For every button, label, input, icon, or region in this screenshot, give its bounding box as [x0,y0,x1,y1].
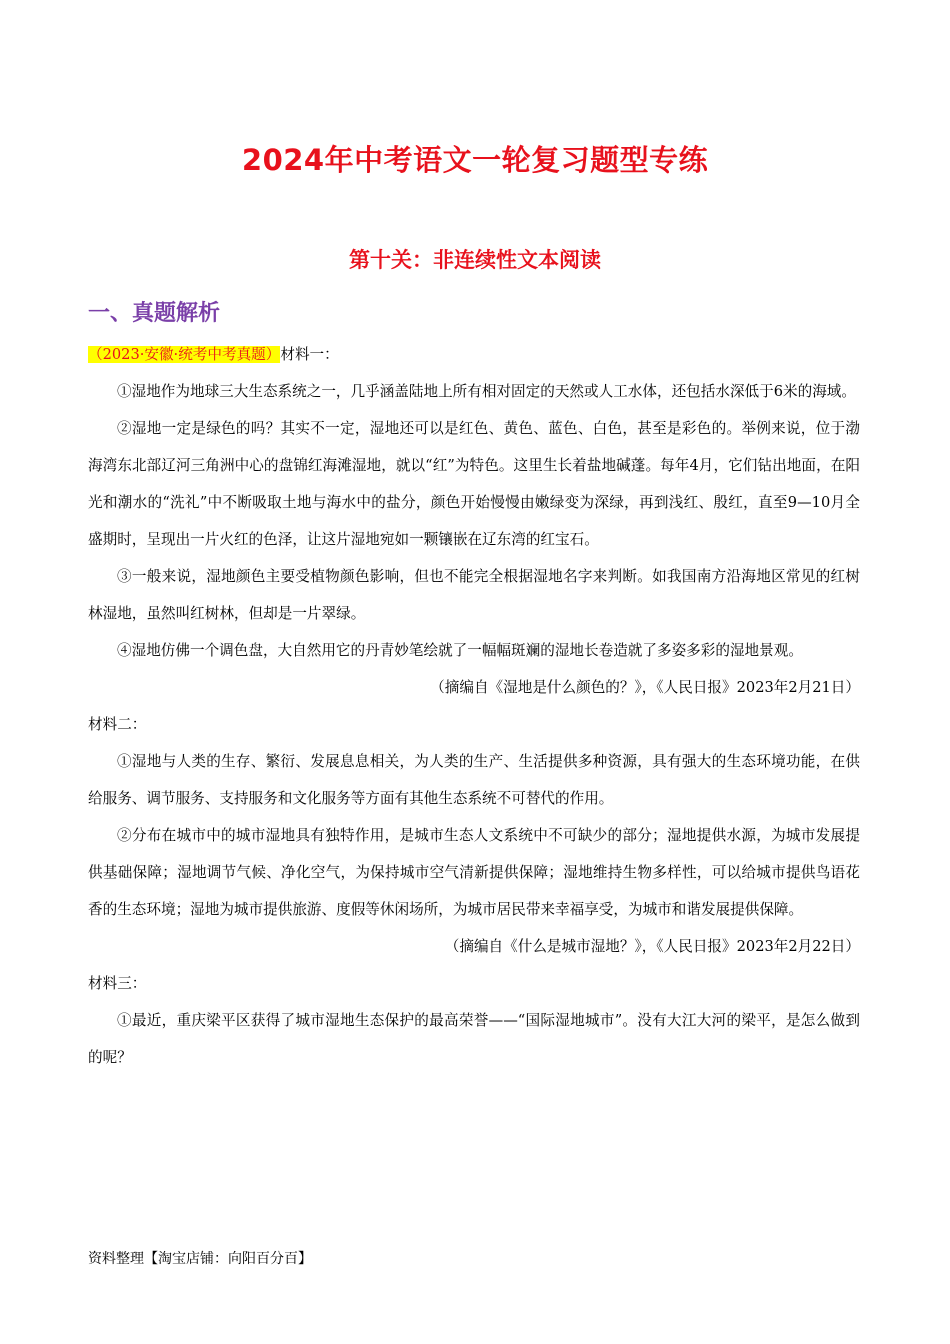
material-2-label: 材料二： [88,716,147,733]
material-1-label: 材料一： [280,346,339,363]
m3-paragraph-1: ①最近，重庆梁平区获得了城市湿地生态保护的最高荣誉——“国际湿地城市”。没有大江大河的梁平，是怎么做到的呢？ [88,1012,860,1066]
sub-title: 第十关：非连续性文本阅读 [349,248,601,272]
m2-paragraph-1: ①湿地与人类的生存、繁衍、发展息息相关，为人类的生产、生活提供多种资源，具有强大的生态环境功能，在供给服务、调节服务、支持服务和文化服务等方面有其他生态系统不可替代的作用。 [88,753,860,807]
m1-paragraph-1: ①湿地作为地球三大生态系统之一，几乎涵盖陆地上所有相对固定的天然或人工水体，还包括水深低于6米的海域。 [117,383,856,400]
m1-paragraph-2: ②湿地一定是绿色的吗？其实不一定，湿地还可以是红色、黄色、蓝色、白色，甚至是彩色的。举例来说，位于渤海湾东北部辽河三角洲中心的盘锦红海滩湿地，就以“红”为特色。这里生长着盐地碱蓬。每年4月，它们钻出地面，在阳光和潮水的“洗礼”中不断吸取土地与海水中的盐分，颜色开始慢慢由嫩绿变为深绿，再到浅红、殷红，直至9—10月全盛期时，呈现出一片火红的色泽，让这片湿地宛如一颗镶嵌在辽东湾的红宝石。 [88,420,860,548]
m1-paragraph-4: ④湿地仿佛一个调色盘，大自然用它的丹青妙笔绘就了一幅幅斑斓的湿地长卷造就了多姿多彩的湿地景观。 [117,642,803,659]
article-body [88,336,860,1076]
m2-paragraph-2: ②分布在城市中的城市湿地具有独特作用，是城市生态人文系统中不可缺少的部分；湿地提供水源，为城市发展提供基础保障；湿地调节气候、净化空气，为保持城市空气清新提供保障；湿地维持生物多样性，可以给城市提供鸟语花香的生态环境；湿地为城市提供旅游、度假等休闲场所，为城市居民带来幸福享受，为城市和谐发展提供保障。 [88,827,860,918]
exam-tag: （2023·安徽·统考中考真题） [88,346,281,363]
m1-source: （摘编自《湿地是什么颜色的？》，《人民日报》2023年2月21日） [430,679,860,696]
section-heading: 一、真题解析 [88,301,221,326]
m1-paragraph-3: ③一般来说，湿地颜色主要受植物颜色影响，但也不能完全根据湿地名字来判断。如我国南方沿海地区常见的红树林湿地，虽然叫红树林，但却是一片翠绿。 [88,568,860,622]
main-title: 2024年中考语文一轮复习题型专练 [241,143,709,177]
material-1-intro [88,336,860,373]
m2-source: （摘编自《什么是城市湿地？》，《人民日报》2023年2月22日） [444,938,860,955]
page-footer: 资料整理【淘宝店铺：向阳百分百】 [88,1251,312,1267]
material-3-label: 材料三： [88,975,147,992]
